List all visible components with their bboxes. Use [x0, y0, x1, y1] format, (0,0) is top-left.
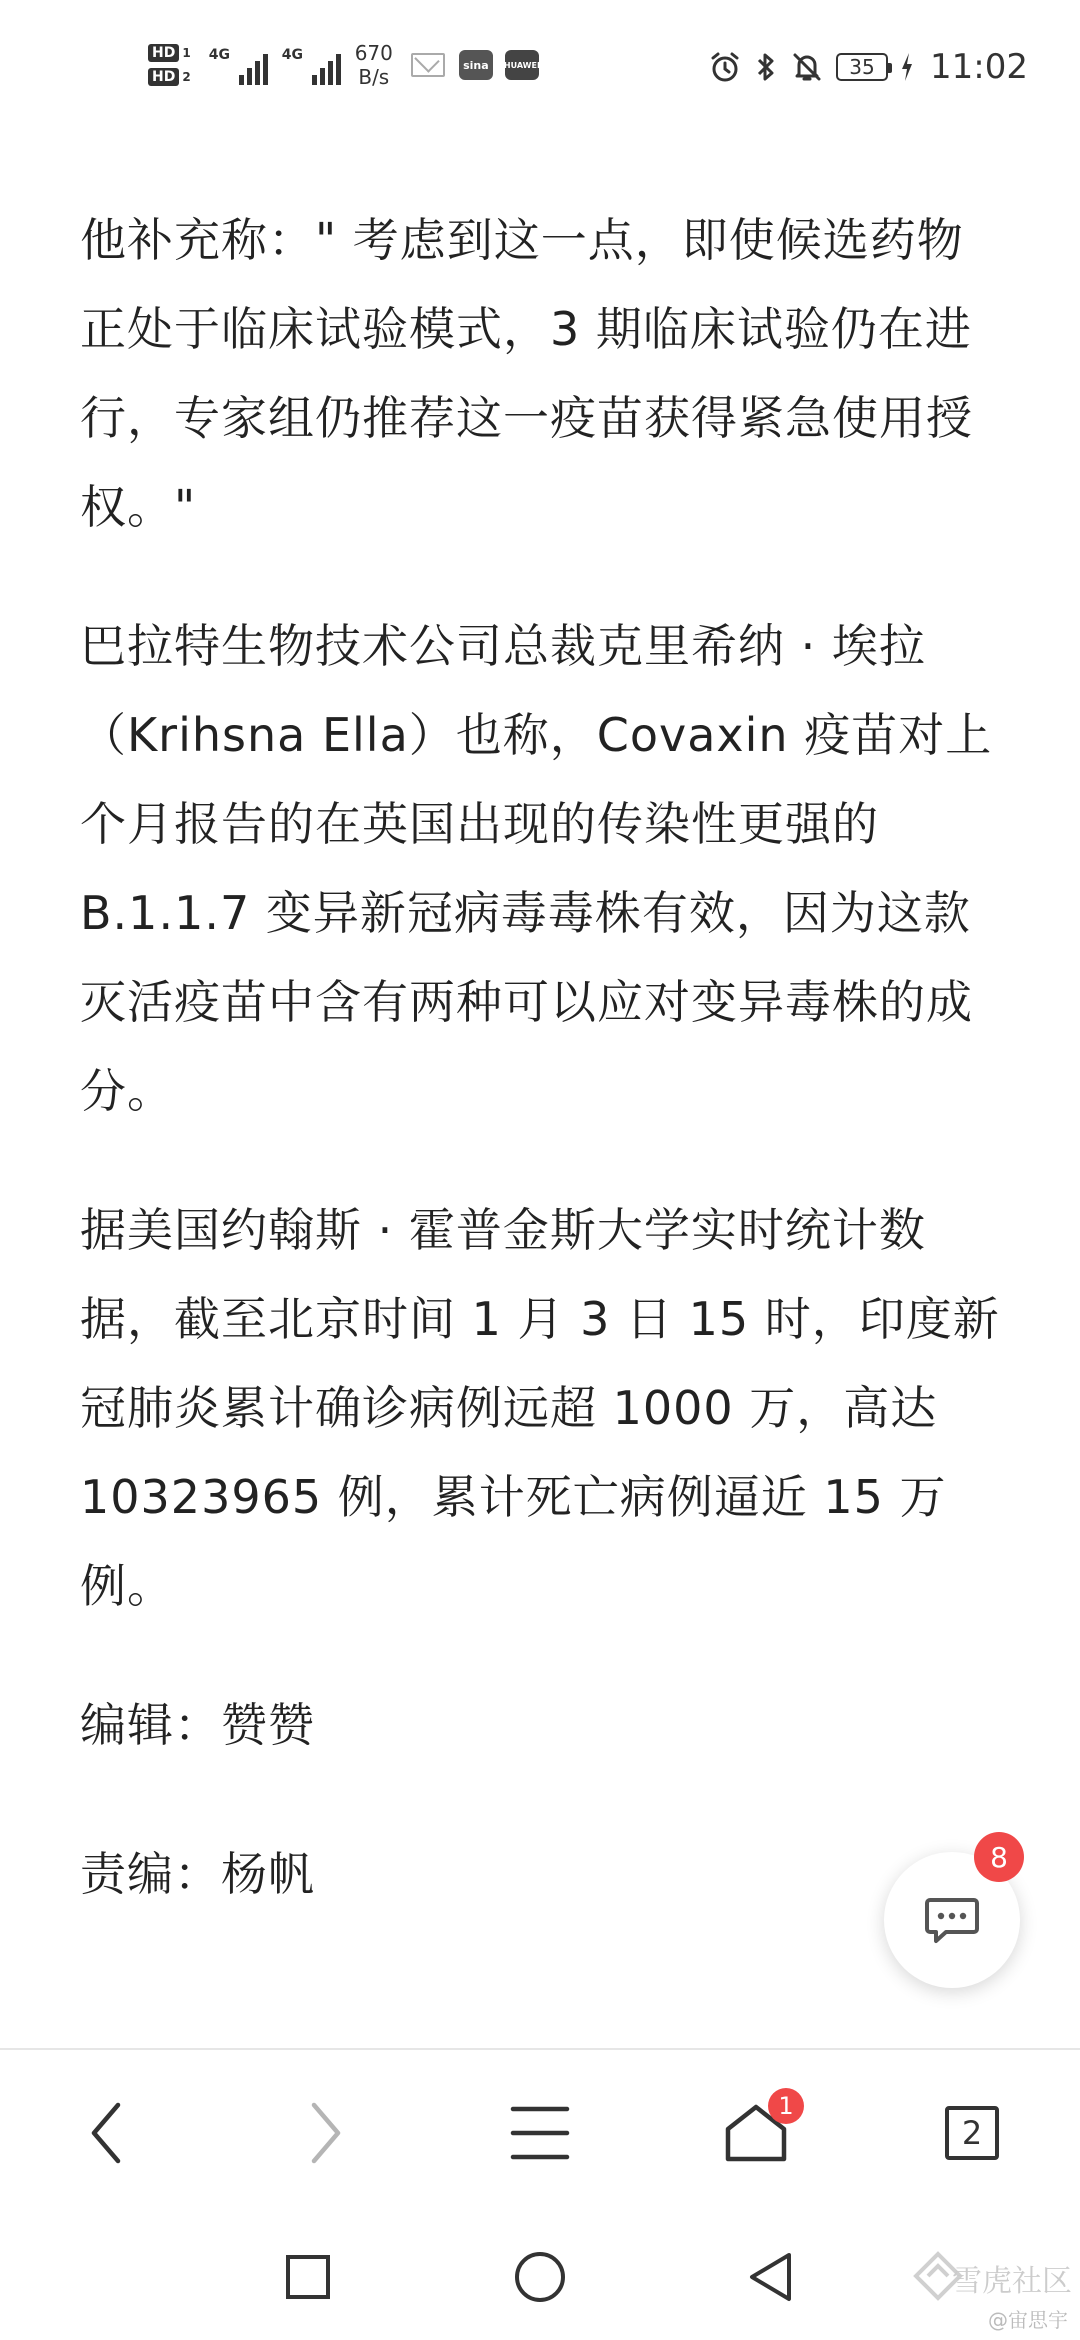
watermark-author: @宙思宇 — [988, 2308, 1068, 2332]
browser-toolbar — [0, 2048, 1080, 2216]
battery-icon: 35 — [836, 53, 888, 81]
recents-square-icon — [285, 2254, 331, 2300]
watermark — [908, 2248, 1080, 2340]
article-paragraph: 他补充称：" 考虑到这一点，即使候选药物正处于临床试验模式，3 期临床试验仍在进行，专家组仍推荐这一疫苗获得紧急使用授权。" — [80, 213, 973, 534]
chevron-right-icon — [306, 2101, 346, 2165]
mute-icon — [790, 50, 824, 84]
comment-count-badge: 8 — [974, 1832, 1024, 1882]
clock: 11:02 — [930, 47, 1028, 87]
forward-button[interactable] — [256, 2050, 396, 2216]
back-button[interactable] — [36, 2050, 176, 2216]
tabs-button[interactable] — [902, 2050, 1042, 2216]
bluetooth-icon — [754, 50, 778, 84]
alarm-icon — [708, 50, 742, 84]
signal-sim1-icon: 4G — [209, 45, 268, 85]
hd-indicators — [148, 44, 191, 86]
chief-editor-credit: 责编：杨帆 — [80, 1847, 315, 1901]
editor-credit: 编辑：赞赞 — [80, 1698, 315, 1752]
signal-sim2-icon: 4G — [282, 45, 341, 85]
status-bar — [0, 0, 1080, 130]
home-button[interactable] — [686, 2050, 826, 2216]
system-back-button[interactable] — [710, 2214, 830, 2340]
article-body — [80, 196, 1010, 1979]
status-bar-left — [148, 30, 551, 100]
sina-app-icon: sina — [459, 50, 493, 80]
menu-button[interactable] — [470, 2050, 610, 2216]
system-home-button[interactable] — [480, 2214, 600, 2340]
watermark-text: 雪虎社区 — [952, 2264, 1072, 2299]
menu-icon — [510, 2104, 570, 2162]
charging-icon — [900, 52, 914, 82]
article-paragraph: 巴拉特生物技术公司总裁克里希纳 · 埃拉（Krihsna Ella）也称，Covaxin 疫苗对上个月报告的在英国出现的传染性更强的 B.1.1.7 变异新冠病毒毒株有效，因为这款灭活疫苗中含有两种可以应对变异毒株的成分。 — [80, 619, 993, 1118]
mail-notification-icon — [411, 53, 445, 77]
tab-count: 2 — [945, 2106, 999, 2160]
network-speed: 670 B/s — [354, 41, 393, 89]
home-notification-badge: 1 — [768, 2088, 804, 2124]
huawei-app-icon: HUAWEI — [505, 50, 539, 80]
status-bar-right — [708, 42, 1028, 92]
hd-badge-sim1: HD 1 — [148, 44, 191, 62]
recents-button[interactable] — [248, 2214, 368, 2340]
article-paragraph: 据美国约翰斯 · 霍普金斯大学实时统计数据，截至北京时间 1 月 3 日 15 时，印度新冠肺炎累计确诊病例远超 1000 万，高达 10323965 例，累计死亡病例逼近 15 万例。 — [80, 1203, 1000, 1613]
home-circle-icon — [514, 2251, 566, 2303]
hd-badge-sim2: HD 2 — [148, 68, 191, 86]
back-triangle-icon — [747, 2251, 793, 2303]
chevron-left-icon — [86, 2101, 126, 2165]
comment-icon — [924, 1895, 980, 1945]
